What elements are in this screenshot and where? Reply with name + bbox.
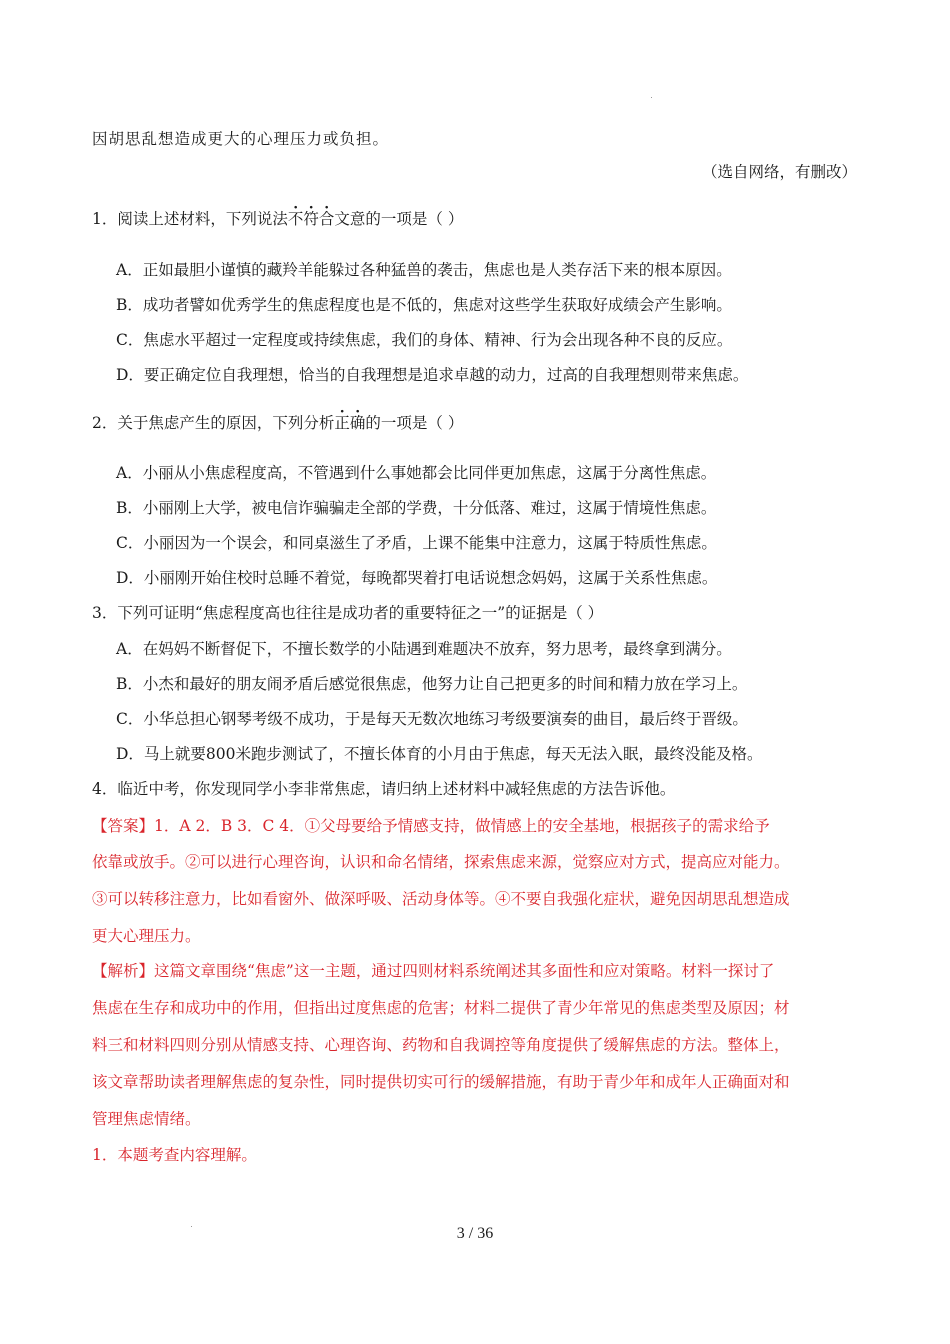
- page-number: 3 / 36: [456, 1225, 494, 1242]
- question-1-stem: 1．阅读上述材料，下列说法不符合文意的一项是（ ）: [92, 210, 464, 228]
- intro-line: 因胡思乱想造成更大的心理压力或负担。: [92, 130, 390, 148]
- q3-option-c: C．小华总担心钢琴考级不成功，于是每天无数次地练习考级要演奏的曲目，最后终于晋级。: [116, 710, 748, 728]
- emphasis-dot-char: 不: [287, 210, 304, 228]
- answer-line: 依靠或放手。②可以进行心理咨询，认识和命名情绪，探索焦虑来源，觉察应对方式，提高应对能力。: [92, 853, 790, 871]
- analysis-line: 料三和材料四则分别从情感支持、心理咨询、药物和自我调控等角度提供了缓解焦虑的方法。整体上，: [92, 1036, 790, 1054]
- q1-option-a: A．正如最胆小谨慎的藏羚羊能躲过各种猛兽的袭击，焦虑也是人类存活下来的根本原因。: [116, 261, 732, 279]
- question-2-stem: 2．关于焦虑产生的原因，下列分析正确的一项是（ ）: [92, 414, 464, 432]
- q2-option-b: B．小丽刚上大学，被电信诈骗骗走全部的学费，十分低落、难过，这属于情境性焦虑。: [116, 499, 717, 517]
- q3-option-d: D．马上就要800米跑步测试了，不擅长体育的小月由于焦虑，每天无法入眠，最终没能及格。: [116, 745, 763, 763]
- q1-option-b: B．成功者譬如优秀学生的焦虑程度也是不低的，焦虑对这些学生获取好成绩会产生影响。: [116, 296, 732, 314]
- q1-option-d: D．要正确定位自我理想，恰当的自我理想是追求卓越的动力，过高的自我理想则带来焦虑。: [116, 366, 749, 384]
- emphasis-dot-char: 正: [334, 414, 350, 432]
- answer-line: 更大心理压力。: [92, 927, 201, 945]
- analysis-line: 【解析】这篇文章围绕“焦虑”这一主题，通过四则材料系统阐述其多面性和应对策略。材料一探讨了: [92, 962, 775, 980]
- q2-option-c: C．小丽因为一个误会，和同桌滋生了矛盾，上课不能集中注意力，这属于特质性焦虑。: [116, 534, 717, 552]
- scan-speck: [651, 97, 652, 98]
- q3-option-a: A．在妈妈不断督促下，不擅长数学的小陆遇到难题决不放弃，努力思考，最终拿到满分。: [116, 640, 732, 658]
- q2-option-d: D．小丽刚开始住校时总睡不着觉，每晚都哭着打电话说想念妈妈，这属于关系性焦虑。: [116, 569, 718, 587]
- emphasis-dot-char: 确: [349, 414, 366, 432]
- answer-line: ③可以转移注意力，比如看窗外、做深呼吸、活动身体等。④不要自我强化症状，避免因胡思乱想造成: [92, 890, 790, 908]
- analysis-line: 1．本题考查内容理解。: [92, 1146, 257, 1164]
- source-note: （选自网络，有删改）: [701, 163, 857, 181]
- emphasis-dot-char: 合: [318, 210, 335, 228]
- emphasis-dot-char: 符: [303, 210, 319, 228]
- q1-option-c: C．焦虑水平超过一定程度或持续焦虑，我们的身体、精神、行为会出现各种不良的反应。: [116, 331, 733, 349]
- analysis-line: 焦虑在生存和成功中的作用，但指出过度焦虑的危害；材料二提供了青少年常见的焦虑类型及原因；材: [92, 999, 790, 1017]
- q3-option-b: B．小杰和最好的朋友闹矛盾后感觉很焦虑，他努力让自己把更多的时间和精力放在学习上。: [116, 675, 748, 693]
- question-3-stem: 3．下列可证明“焦虑程度高也往往是成功者的重要特征之一”的证据是（ ）: [92, 604, 604, 622]
- answer-line: 【答案】1．A 2．B 3．C 4．①父母要给予情感支持，做情感上的安全基地，根据孩子的需求给予: [92, 817, 770, 835]
- question-4-stem: 4．临近中考，你发现同学小李非常焦虑，请归纳上述材料中减轻焦虑的方法告诉他。: [92, 780, 676, 798]
- analysis-line: 该文章帮助读者理解焦虑的复杂性，同时提供切实可行的缓解措施，有助于青少年和成年人正确面对和: [92, 1073, 790, 1091]
- q2-option-a: A．小丽从小焦虑程度高，不管遇到什么事她都会比同伴更加焦虑，这属于分离性焦虑。: [116, 464, 717, 482]
- analysis-line: 管理焦虑情绪。: [92, 1110, 201, 1128]
